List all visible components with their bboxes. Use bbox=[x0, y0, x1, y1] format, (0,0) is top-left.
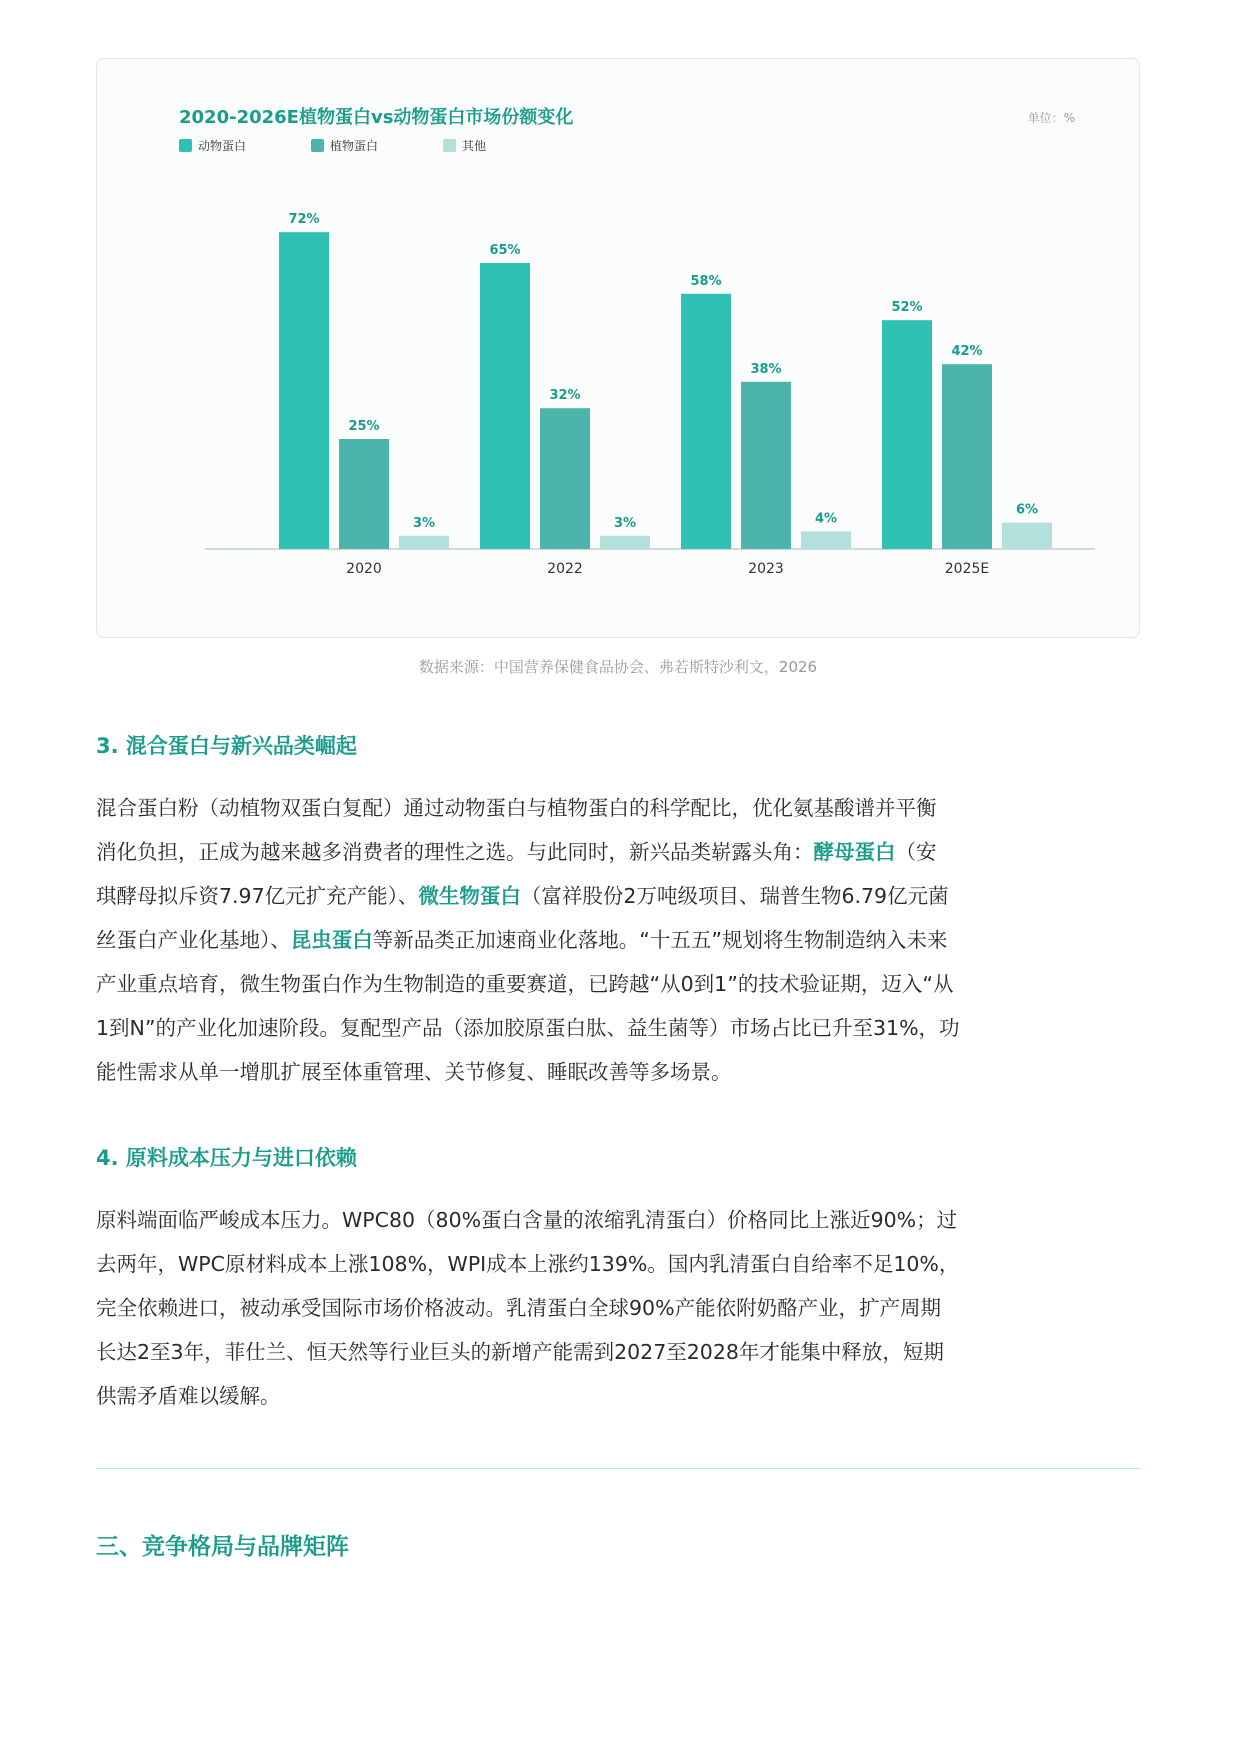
text-run: 琪酵母拟斥资7.97亿元扩充产能）、 bbox=[96, 884, 419, 908]
text-run: 长达2至3年，菲仕兰、恒天然等行业巨头的新增产能需到2027至2028年才能集中释放，短期 bbox=[96, 1340, 944, 1364]
text-run: 产业重点培育，微生物蛋白作为生物制造的重要赛道，已跨越“从0到1”的技术验证期，迈入“从 bbox=[96, 972, 954, 996]
highlighted-term: 酵母蛋白 bbox=[813, 840, 896, 864]
paragraph-line bbox=[96, 1242, 1142, 1286]
text-run: 消化负担，正成为越来越多消费者的理性之选。与此同时，新兴品类崭露头角： bbox=[96, 840, 814, 864]
x-tick-label: 2020 bbox=[346, 561, 382, 577]
bar bbox=[480, 263, 530, 549]
legend-label: 其他 bbox=[462, 139, 487, 153]
highlighted-term: 微生物蛋白 bbox=[418, 884, 521, 908]
paragraph-line bbox=[96, 830, 1142, 874]
bar-value-label: 3% bbox=[412, 515, 436, 531]
bar bbox=[681, 294, 731, 549]
text-run: 原料端面临严峻成本压力。WPC80（80%蛋白含量的浓缩乳清蛋白）价格同比上涨近90%；过 bbox=[96, 1208, 958, 1232]
bar-value-label: 3% bbox=[613, 515, 637, 531]
bar bbox=[279, 232, 329, 549]
paragraph-line bbox=[96, 1374, 1142, 1418]
section-3-paragraph bbox=[96, 786, 1142, 1094]
legend-label: 植物蛋白 bbox=[330, 139, 379, 153]
bar-value-label: 6% bbox=[1015, 502, 1039, 518]
paragraph-line bbox=[96, 1286, 1142, 1330]
text-run: 丝蛋白产业化基地）、 bbox=[96, 928, 291, 952]
bar-value-label: 65% bbox=[489, 243, 521, 258]
text-run: （富祥股份2万吨级项目、瑞普生物6.79亿元菌 bbox=[520, 884, 949, 908]
chart-card bbox=[96, 58, 1140, 638]
legend-label: 动物蛋白 bbox=[198, 139, 247, 153]
bar-value-label: 32% bbox=[549, 388, 581, 404]
x-tick-label: 2023 bbox=[748, 561, 784, 577]
text-run: 完全依赖进口，被动承受国际市场价格波动。乳清蛋白全球90%产能依附奶酪产业，扩产周期 bbox=[96, 1296, 942, 1320]
bar bbox=[600, 536, 650, 549]
paragraph-line bbox=[96, 1198, 1142, 1242]
section-4-paragraph bbox=[96, 1198, 1142, 1418]
bar bbox=[801, 531, 851, 549]
paragraph-line bbox=[96, 962, 1142, 1006]
x-tick-label: 2022 bbox=[547, 561, 583, 577]
bar bbox=[399, 536, 449, 549]
bar-value-label: 25% bbox=[348, 419, 380, 434]
text-run: 能性需求从单一增肌扩展至体重管理、关节修复、睡眠改善等多场景。 bbox=[96, 1060, 732, 1084]
bar bbox=[741, 382, 791, 549]
highlighted-term: 昆虫蛋白 bbox=[290, 928, 373, 952]
bar-value-label: 72% bbox=[288, 212, 320, 228]
paragraph-line bbox=[96, 1006, 1142, 1050]
section-4-heading: 4. 原料成本压力与进口依赖 bbox=[96, 1146, 357, 1170]
paragraph-line bbox=[96, 918, 1142, 962]
bar bbox=[942, 364, 992, 549]
bar bbox=[882, 320, 932, 549]
chart-source: 数据来源：中国营养保健食品协会、弗若斯特沙利文，2026 bbox=[418, 658, 818, 676]
section-3-heading: 3. 混合蛋白与新兴品类崛起 bbox=[96, 734, 357, 758]
bar-chart bbox=[97, 59, 1141, 639]
bar-value-label: 38% bbox=[750, 361, 782, 377]
bar-value-label: 4% bbox=[814, 511, 838, 527]
paragraph-line bbox=[96, 1330, 1142, 1374]
text-run: 1到N”的产业化加速阶段。复配型产品（添加胶原蛋白肽、益生菌等）市场占比已升至31%，功 bbox=[96, 1016, 960, 1040]
bar-value-label: 42% bbox=[951, 344, 983, 360]
paragraph-line bbox=[96, 874, 1142, 918]
text-run: 混合蛋白粉（动植物双蛋白复配）通过动物蛋白与植物蛋白的科学配比，优化氨基酸谱并平衡 bbox=[96, 796, 937, 820]
text-run: 去两年，WPC原材料成本上涨108%，WPI成本上涨约139%。国内乳清蛋白自给率不足10%， bbox=[96, 1252, 960, 1276]
text-run: 供需矛盾难以缓解。 bbox=[96, 1384, 281, 1408]
bar bbox=[540, 408, 590, 549]
chart-title: 2020-2026E植物蛋白vs动物蛋白市场份额变化 bbox=[179, 107, 574, 128]
bar bbox=[1002, 523, 1052, 549]
paragraph-line bbox=[96, 1050, 1142, 1094]
section-divider bbox=[96, 1468, 1140, 1469]
bar bbox=[339, 439, 389, 549]
text-run: （安 bbox=[895, 840, 937, 864]
text-run: 等新品类正加速商业化落地。“十五五”规划将生物制造纳入未来 bbox=[372, 928, 948, 952]
bar-value-label: 58% bbox=[690, 273, 722, 289]
x-tick-label: 2025E bbox=[944, 561, 990, 577]
section-main-heading: 三、竞争格局与品牌矩阵 bbox=[96, 1534, 349, 1560]
bar-value-label: 52% bbox=[891, 300, 923, 316]
chart-unit-label: 单位：% bbox=[1027, 111, 1075, 125]
paragraph-line bbox=[96, 786, 1142, 830]
